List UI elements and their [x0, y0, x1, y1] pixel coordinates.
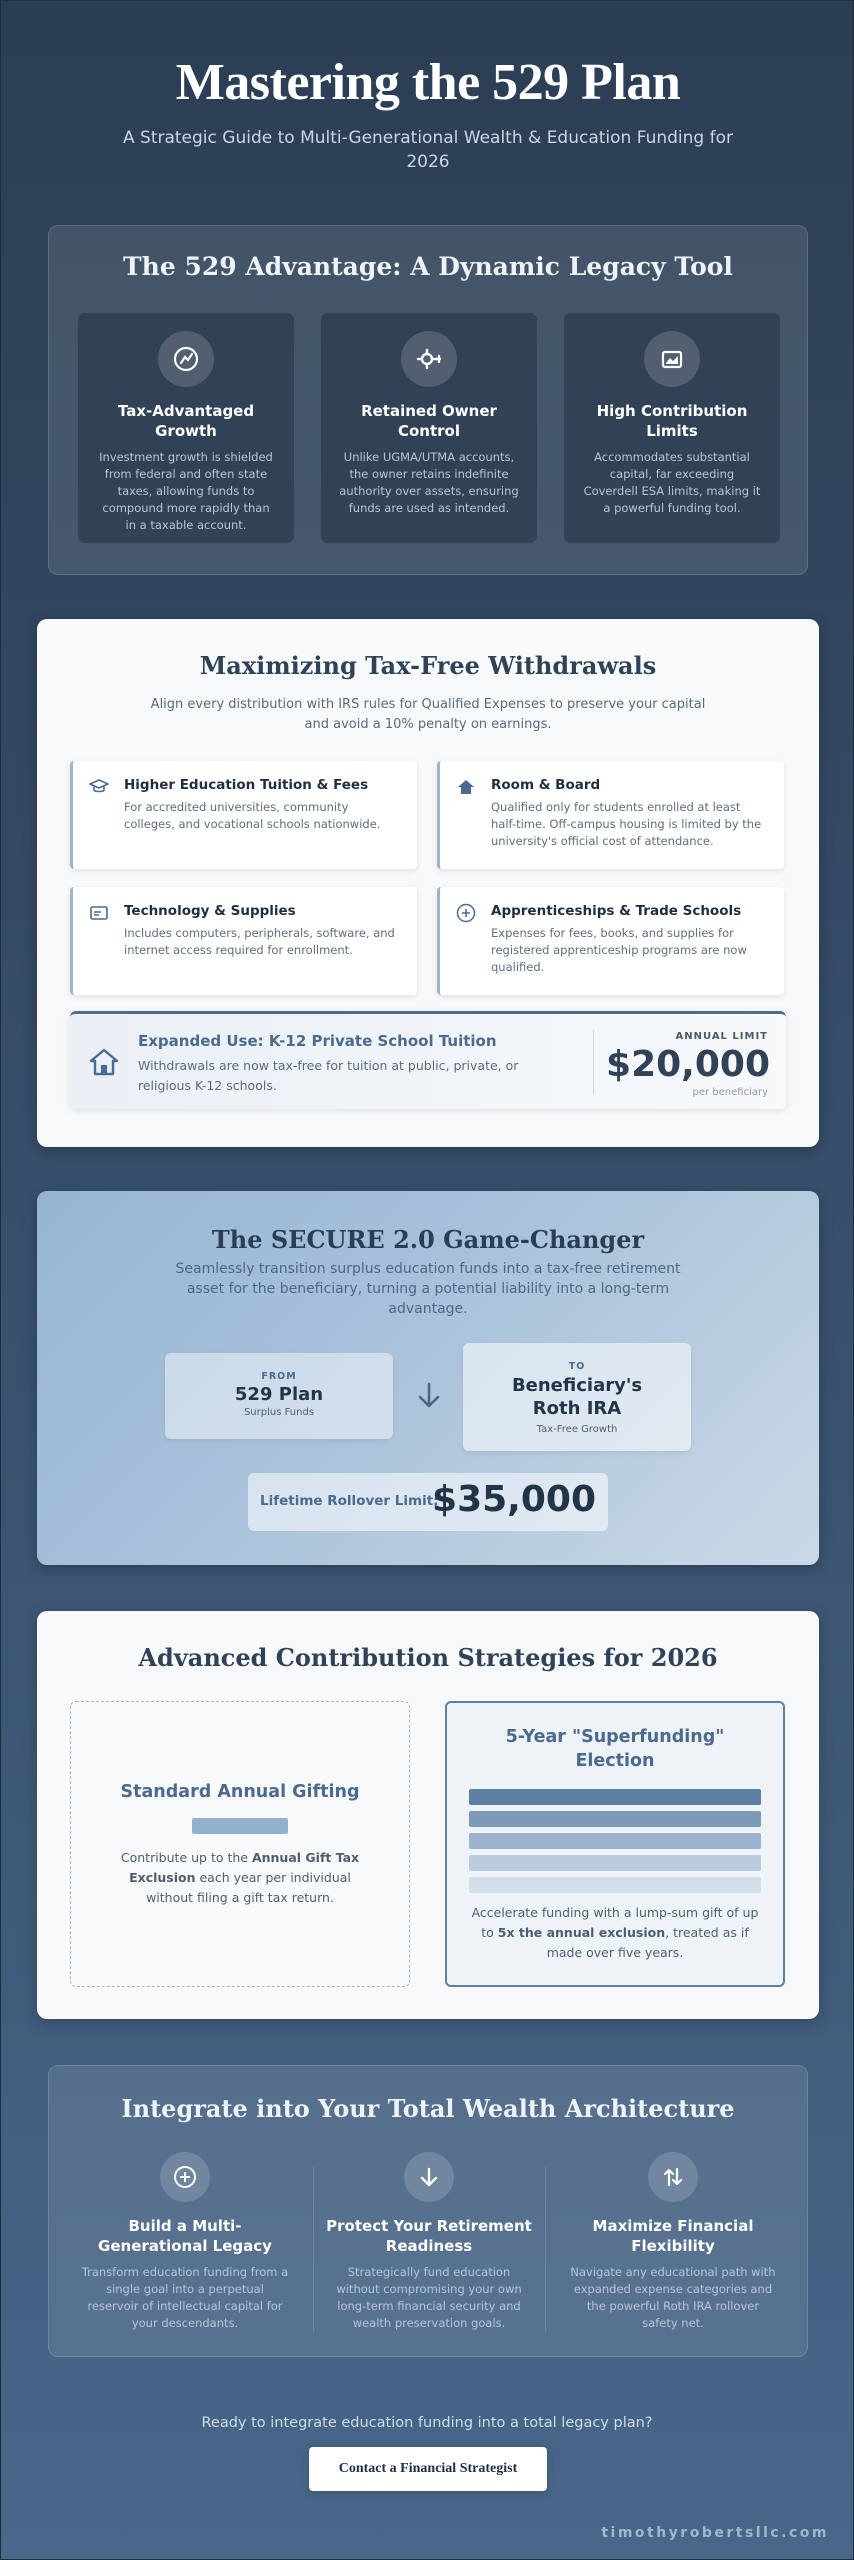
cta-text: Ready to integrate education funding into a total legacy plan?: [201, 2415, 653, 2431]
annual-limit-value: $20,000: [606, 1044, 770, 1085]
single-year-bar: [192, 1818, 288, 1834]
k12-tuition-callout: [70, 1011, 786, 1109]
withdrawal-item-title: Higher Education Tuition & Fees: [124, 777, 369, 793]
advantage-card-text: Investment growth is shielded from federal and often state taxes, allowing funds to compound more rapidly than in a taxable account.: [99, 450, 273, 532]
arrow-down-icon: [404, 2152, 454, 2202]
secure-section: [37, 1191, 819, 1565]
header: [1, 53, 854, 174]
school-house-icon: [88, 1046, 120, 1078]
from-value: 529 Plan: [234, 1384, 324, 1405]
advantage-card-tax: [77, 312, 295, 544]
integrate-section: [48, 2065, 808, 2357]
standard-gifting-card: [70, 1701, 410, 1987]
withdrawal-item-text: Qualified only for students enrolled at least half-time. Off-campus housing is limited by the university's official cost of attendance.: [491, 800, 762, 848]
arrow-down-icon: [417, 1381, 441, 1411]
rollover-value: $35,000: [432, 1479, 596, 1520]
contact-strategist-button[interactable]: Contact a Financial Strategist: [309, 2447, 547, 2491]
withdrawal-item-tuition: [70, 761, 417, 869]
integrate-column-title: Build a Multi-Generational Legacy: [98, 2217, 272, 2255]
graduation-cap-icon: [89, 777, 109, 797]
withdrawal-item-text: Includes computers, peripherals, software, and internet access required for enrollment.: [124, 926, 395, 957]
year-bar: [469, 1855, 761, 1871]
divider: [593, 1030, 594, 1094]
advantage-card-text: Unlike UGMA/UTMA accounts, the owner retains indefinite authority over assets, ensuring funds are used as intended.: [339, 450, 519, 515]
withdrawal-item-text: For accredited universities, community colleges, and vocational schools nationwide.: [124, 800, 381, 831]
withdrawal-item-title: Apprenticeships & Trade Schools: [491, 903, 742, 919]
k12-title: Expanded Use: K-12 Private School Tuition: [138, 1032, 497, 1050]
footer-brand: timothyrobertsllc.com: [601, 2525, 829, 2541]
advantage-card-title: Retained Owner Control: [361, 402, 497, 440]
integrate-column-title: Protect Your Retirement Readiness: [326, 2217, 532, 2255]
year-bar: [469, 1833, 761, 1849]
annual-limit-label: ANNUAL LIMIT: [675, 1031, 768, 1042]
strategies-section: [37, 1611, 819, 2019]
from-note: Surplus Funds: [243, 1407, 315, 1418]
standard-gifting-text: Contribute up to the Annual Gift Tax Exclusion each year per individual without filing a gift tax return.: [120, 1850, 360, 1905]
divider: [545, 2166, 546, 2332]
secure-subtitle: Seamlessly transition surplus education funds into a tax-free retirement asset for the beneficiary, turning a potential liability into a long-term advantage.: [175, 1261, 681, 1317]
withdrawal-item-title: Room & Board: [491, 777, 601, 793]
superfunding-card: [445, 1701, 785, 1987]
year-bar: [469, 1877, 761, 1893]
advantage-title: The 529 Advantage: A Dynamic Legacy Tool: [123, 252, 733, 281]
to-box: [463, 1343, 691, 1451]
integrate-title: Integrate into Your Total Wealth Architecture: [121, 2094, 735, 2123]
withdrawals-section: [37, 619, 819, 1147]
advantage-card-title: High Contribution Limits: [596, 402, 748, 440]
integrate-column-text: Strategically fund education without compromising your own long-term financial security and wealth preservation goals.: [336, 2265, 522, 2330]
integrate-column-text: Navigate any educational path with expanded expense categories and the powerful Roth IRA rollover safety net.: [570, 2265, 776, 2330]
withdrawals-subtitle: Align every distribution with IRS rules for Qualified Expenses to preserve your capital and avoid a 10% penalty on earnings.: [150, 697, 706, 732]
to-value: Beneficiary's Roth IRA: [511, 1375, 643, 1419]
page-subtitle: A Strategic Guide to Multi-Generational Wealth & Education Funding for 2026: [123, 128, 733, 172]
superfunding-text: Accelerate funding with a lump-sum gift of up to 5x the annual exclusion, treated as if made over five years.: [471, 1905, 759, 1960]
withdrawal-item-room-board: [437, 761, 784, 869]
k12-text: Withdrawals are now tax-free for tuition at public, private, or religious K-12 schools.: [138, 1058, 519, 1093]
integrate-column-flexibility: [557, 2152, 789, 2332]
advantage-section: [48, 225, 808, 575]
swap-arrows-icon: [648, 2152, 698, 2202]
rollover-label: Lifetime Rollover Limit:: [260, 1493, 439, 1509]
year-bar: [469, 1789, 761, 1805]
laptop-icon: [89, 903, 109, 923]
annual-limit-note: per beneficiary: [692, 1087, 768, 1098]
to-note: Tax-Free Growth: [536, 1424, 618, 1435]
integrate-column-title: Maximize Financial Flexibility: [592, 2217, 754, 2255]
five-year-bars: [469, 1789, 761, 1893]
withdrawal-item-technology: [70, 887, 417, 995]
integrate-column-legacy: [69, 2152, 301, 2332]
withdrawal-item-apprenticeships: [437, 887, 784, 995]
to-label: TO: [568, 1361, 586, 1372]
superfunding-title: 5-Year "Superfunding" Election: [505, 1727, 725, 1771]
integrate-column-retirement: [313, 2152, 545, 2332]
withdrawal-item-title: Technology & Supplies: [124, 903, 296, 919]
withdrawals-title: Maximizing Tax-Free Withdrawals: [199, 651, 657, 680]
from-label: FROM: [261, 1371, 297, 1382]
house-icon: [456, 777, 476, 797]
standard-gifting-title: Standard Annual Gifting: [120, 1782, 360, 1802]
integrate-column-text: Transform education funding from a single goal into a perpetual reservoir of intellectual capital for your descendants.: [81, 2265, 289, 2330]
advantage-card-title: Tax-Advantaged Growth: [117, 402, 255, 440]
year-bar: [469, 1811, 761, 1827]
control-icon: [401, 331, 457, 387]
secure-title: The SECURE 2.0 Game-Changer: [211, 1225, 645, 1254]
page-title: Mastering the 529 Plan: [175, 54, 681, 111]
advantage-card-control: [320, 312, 538, 544]
plus-circle-icon: [456, 903, 476, 923]
plus-circle-icon: [160, 2152, 210, 2202]
from-box: [165, 1353, 393, 1439]
advantage-card-limits: [563, 312, 781, 544]
rollover-limit-box: [248, 1473, 608, 1531]
advantage-card-text: Accommodates substantial capital, far exceeding Coverdell ESA limits, making it a powerful funding tool.: [583, 450, 761, 515]
strategies-title: Advanced Contribution Strategies for 2026: [138, 1643, 718, 1672]
withdrawal-item-text: Expenses for fees, books, and supplies for registered apprenticeship programs are now qualified.: [491, 926, 747, 974]
growth-icon: [158, 331, 214, 387]
limits-icon: [644, 331, 700, 387]
